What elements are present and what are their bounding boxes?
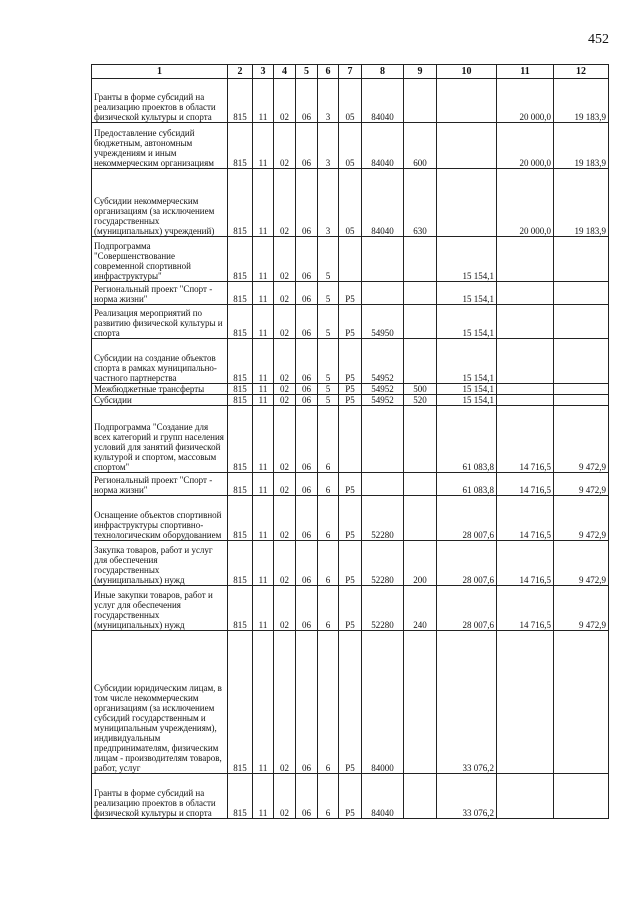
amount-cell (437, 123, 497, 169)
code-cell: 815 (228, 631, 253, 774)
code-cell: P5 (339, 395, 362, 406)
column-header: 7 (339, 65, 362, 79)
code-cell: P5 (339, 774, 362, 819)
code-cell: 02 (274, 395, 296, 406)
code-cell: P5 (339, 282, 362, 305)
code-cell: 52280 (362, 496, 404, 541)
code-cell: 52280 (362, 586, 404, 631)
code-cell: 11 (253, 169, 274, 237)
amount-cell (497, 305, 554, 339)
row-name-cell: Субсидии (92, 395, 228, 406)
code-cell: P5 (339, 384, 362, 395)
code-cell: 84040 (362, 79, 404, 123)
code-cell: 05 (339, 169, 362, 237)
code-cell (404, 282, 437, 305)
amount-cell: 9 472,9 (554, 496, 609, 541)
amount-cell: 15 154,1 (437, 384, 497, 395)
code-cell: 11 (253, 631, 274, 774)
table-row (92, 473, 609, 496)
code-cell (362, 282, 404, 305)
code-cell: P5 (339, 631, 362, 774)
table-row (92, 541, 609, 586)
code-cell: 84040 (362, 774, 404, 819)
code-cell: 02 (274, 406, 296, 473)
amount-cell: 14 716,5 (497, 473, 554, 496)
row-name-cell: Иные закупки товаров, работ и услуг для обеспечения государственных (муниципальных) нужд (92, 586, 228, 631)
code-cell: 3 (318, 123, 339, 169)
code-cell: 02 (274, 79, 296, 123)
code-cell: P5 (339, 339, 362, 384)
table-row (92, 305, 609, 339)
code-cell: 02 (274, 541, 296, 586)
code-cell: 06 (296, 305, 318, 339)
code-cell: 84000 (362, 631, 404, 774)
amount-cell (554, 384, 609, 395)
code-cell: 06 (296, 541, 318, 586)
amount-cell: 15 154,1 (437, 395, 497, 406)
amount-cell: 9 472,9 (554, 473, 609, 496)
code-cell: 05 (339, 123, 362, 169)
amount-cell (554, 339, 609, 384)
table-row (92, 79, 609, 123)
amount-cell (497, 282, 554, 305)
code-cell: 02 (274, 473, 296, 496)
row-name-cell: Подпрограмма "Создание для всех категорий и групп населения условий для занятий физической культурой и спортом, массовым спортом" (92, 406, 228, 473)
row-name-cell: Региональный проект "Спорт - норма жизни" (92, 282, 228, 305)
code-cell: 02 (274, 282, 296, 305)
row-name-cell: Предоставление субсидий бюджетным, автономным учреждениям и иным некоммерческим организациям (92, 123, 228, 169)
code-cell: 5 (318, 395, 339, 406)
row-name-cell: Субсидии некоммерческим организациям (за исключением государственных (муниципальных) учреждений) (92, 169, 228, 237)
code-cell: 600 (404, 123, 437, 169)
code-cell: 3 (318, 169, 339, 237)
code-cell: 11 (253, 384, 274, 395)
amount-cell (497, 395, 554, 406)
amount-cell: 20 000,0 (497, 79, 554, 123)
code-cell: 06 (296, 339, 318, 384)
code-cell: 11 (253, 541, 274, 586)
amount-cell: 14 716,5 (497, 541, 554, 586)
code-cell: 815 (228, 123, 253, 169)
amount-cell: 28 007,6 (437, 586, 497, 631)
amount-cell: 15 154,1 (437, 305, 497, 339)
code-cell: 6 (318, 496, 339, 541)
code-cell: 815 (228, 282, 253, 305)
amount-cell (554, 237, 609, 282)
row-name-cell: Подпрограмма "Совершенствование современной спортивной инфраструктуры" (92, 237, 228, 282)
code-cell: 05 (339, 79, 362, 123)
code-cell: 06 (296, 123, 318, 169)
amount-cell: 14 716,5 (497, 586, 554, 631)
code-cell (362, 237, 404, 282)
table-row (92, 237, 609, 282)
code-cell: 02 (274, 123, 296, 169)
code-cell: 815 (228, 586, 253, 631)
column-header: 10 (437, 65, 497, 79)
code-cell: P5 (339, 496, 362, 541)
code-cell: 6 (318, 541, 339, 586)
code-cell: 500 (404, 384, 437, 395)
amount-cell: 9 472,9 (554, 406, 609, 473)
code-cell: 84040 (362, 123, 404, 169)
table-row (92, 631, 609, 774)
amount-cell (437, 169, 497, 237)
table-row (92, 339, 609, 384)
row-name-cell: Межбюджетные трансферты (92, 384, 228, 395)
code-cell: 02 (274, 339, 296, 384)
code-cell: 54950 (362, 305, 404, 339)
code-cell: 06 (296, 586, 318, 631)
code-cell: 11 (253, 395, 274, 406)
code-cell: 54952 (362, 339, 404, 384)
amount-cell: 28 007,6 (437, 496, 497, 541)
column-header: 1 (92, 65, 228, 79)
amount-cell: 33 076,2 (437, 631, 497, 774)
code-cell (339, 237, 362, 282)
code-cell: 06 (296, 774, 318, 819)
code-cell (404, 339, 437, 384)
code-cell: 11 (253, 282, 274, 305)
code-cell: 630 (404, 169, 437, 237)
code-cell: 06 (296, 473, 318, 496)
code-cell: 815 (228, 237, 253, 282)
code-cell: 06 (296, 237, 318, 282)
code-cell (404, 473, 437, 496)
row-name-cell: Оснащение объектов спортивной инфраструктуры спортивно-технологическим оборудованием (92, 496, 228, 541)
code-cell: 815 (228, 395, 253, 406)
code-cell: 6 (318, 774, 339, 819)
code-cell (362, 406, 404, 473)
code-cell: 11 (253, 406, 274, 473)
column-header: 5 (296, 65, 318, 79)
code-cell (404, 305, 437, 339)
code-cell: 5 (318, 384, 339, 395)
code-cell (404, 406, 437, 473)
column-header: 6 (318, 65, 339, 79)
code-cell (404, 774, 437, 819)
code-cell (404, 631, 437, 774)
column-header: 3 (253, 65, 274, 79)
column-header: 4 (274, 65, 296, 79)
table-header-row (92, 65, 609, 79)
amount-cell: 20 000,0 (497, 169, 554, 237)
code-cell: P5 (339, 305, 362, 339)
row-name-cell: Гранты в форме субсидий на реализацию проектов в области физической культуры и спорта (92, 774, 228, 819)
row-name-cell: Гранты в форме субсидий на реализацию проектов в области физической культуры и спорта (92, 79, 228, 123)
code-cell (404, 237, 437, 282)
row-name-cell: Региональный проект "Спорт - норма жизни" (92, 473, 228, 496)
amount-cell: 61 083,8 (437, 406, 497, 473)
code-cell: 815 (228, 339, 253, 384)
code-cell: 11 (253, 774, 274, 819)
code-cell: 02 (274, 586, 296, 631)
amount-cell (554, 305, 609, 339)
column-header: 12 (554, 65, 609, 79)
code-cell: 815 (228, 406, 253, 473)
code-cell: 11 (253, 237, 274, 282)
amount-cell (497, 339, 554, 384)
code-cell: 815 (228, 541, 253, 586)
code-cell: 06 (296, 631, 318, 774)
code-cell (404, 79, 437, 123)
amount-cell (497, 631, 554, 774)
code-cell: 02 (274, 631, 296, 774)
code-cell: 52280 (362, 541, 404, 586)
code-cell: 815 (228, 774, 253, 819)
amount-cell (554, 774, 609, 819)
code-cell: 11 (253, 473, 274, 496)
amount-cell: 28 007,6 (437, 541, 497, 586)
amount-cell: 14 716,5 (497, 406, 554, 473)
budget-table (91, 64, 609, 819)
code-cell: 200 (404, 541, 437, 586)
code-cell: 5 (318, 237, 339, 282)
row-name-cell: Закупка товаров, работ и услуг для обеспечения государственных (муниципальных) нужд (92, 541, 228, 586)
code-cell (339, 406, 362, 473)
table-row (92, 774, 609, 819)
amount-cell: 19 183,9 (554, 79, 609, 123)
code-cell: 06 (296, 406, 318, 473)
code-cell: 6 (318, 631, 339, 774)
code-cell: P5 (339, 473, 362, 496)
table-row (92, 406, 609, 473)
code-cell: 02 (274, 774, 296, 819)
code-cell: 02 (274, 384, 296, 395)
amount-cell (554, 282, 609, 305)
table-row (92, 123, 609, 169)
amount-cell (497, 384, 554, 395)
amount-cell (437, 79, 497, 123)
code-cell: 54952 (362, 395, 404, 406)
code-cell: 6 (318, 473, 339, 496)
code-cell: 815 (228, 79, 253, 123)
column-header: 8 (362, 65, 404, 79)
code-cell: P5 (339, 541, 362, 586)
row-name-cell: Субсидии юридическим лицам, в том числе некоммерческим организациям (за исключением субсидий государственным и муниципальным учреждениям), индивидуальным предпринимателям, физическим лицам - производителям товаров, работ, услуг (92, 631, 228, 774)
table-row (92, 586, 609, 631)
code-cell: 815 (228, 305, 253, 339)
code-cell: 06 (296, 384, 318, 395)
page-number: 452 (588, 32, 609, 47)
code-cell: 5 (318, 282, 339, 305)
code-cell: 06 (296, 496, 318, 541)
code-cell: 815 (228, 496, 253, 541)
code-cell: 6 (318, 586, 339, 631)
row-name-cell: Реализация мероприятий по развитию физической культуры и спорта (92, 305, 228, 339)
code-cell: 02 (274, 237, 296, 282)
amount-cell: 14 716,5 (497, 496, 554, 541)
code-cell: 11 (253, 339, 274, 384)
code-cell: 02 (274, 496, 296, 541)
code-cell (404, 496, 437, 541)
amount-cell: 33 076,2 (437, 774, 497, 819)
code-cell: 06 (296, 169, 318, 237)
amount-cell: 19 183,9 (554, 123, 609, 169)
code-cell: 84040 (362, 169, 404, 237)
code-cell: 06 (296, 282, 318, 305)
amount-cell: 15 154,1 (437, 237, 497, 282)
column-header: 2 (228, 65, 253, 79)
amount-cell (497, 237, 554, 282)
amount-cell (554, 395, 609, 406)
code-cell: 815 (228, 169, 253, 237)
code-cell: 5 (318, 305, 339, 339)
column-header: 9 (404, 65, 437, 79)
row-name-cell: Субсидии на создание объектов спорта в рамках муниципально-частного партнерства (92, 339, 228, 384)
amount-cell: 61 083,8 (437, 473, 497, 496)
code-cell: 11 (253, 79, 274, 123)
code-cell: 54952 (362, 384, 404, 395)
amount-cell: 9 472,9 (554, 586, 609, 631)
code-cell: P5 (339, 586, 362, 631)
amount-cell (497, 774, 554, 819)
table-row (92, 395, 609, 406)
code-cell: 02 (274, 305, 296, 339)
code-cell: 11 (253, 586, 274, 631)
table-row (92, 282, 609, 305)
table-row (92, 384, 609, 395)
amount-cell: 15 154,1 (437, 282, 497, 305)
table-row (92, 169, 609, 237)
code-cell: 11 (253, 305, 274, 339)
code-cell: 6 (318, 406, 339, 473)
code-cell: 02 (274, 169, 296, 237)
column-header: 11 (497, 65, 554, 79)
code-cell (362, 473, 404, 496)
amount-cell (554, 631, 609, 774)
code-cell: 240 (404, 586, 437, 631)
code-cell: 11 (253, 123, 274, 169)
code-cell: 11 (253, 496, 274, 541)
code-cell: 5 (318, 339, 339, 384)
code-cell: 06 (296, 395, 318, 406)
code-cell: 520 (404, 395, 437, 406)
amount-cell: 9 472,9 (554, 541, 609, 586)
amount-cell: 19 183,9 (554, 169, 609, 237)
code-cell: 815 (228, 384, 253, 395)
amount-cell: 15 154,1 (437, 339, 497, 384)
code-cell: 815 (228, 473, 253, 496)
code-cell: 3 (318, 79, 339, 123)
code-cell: 06 (296, 79, 318, 123)
table-row (92, 496, 609, 541)
amount-cell: 20 000,0 (497, 123, 554, 169)
